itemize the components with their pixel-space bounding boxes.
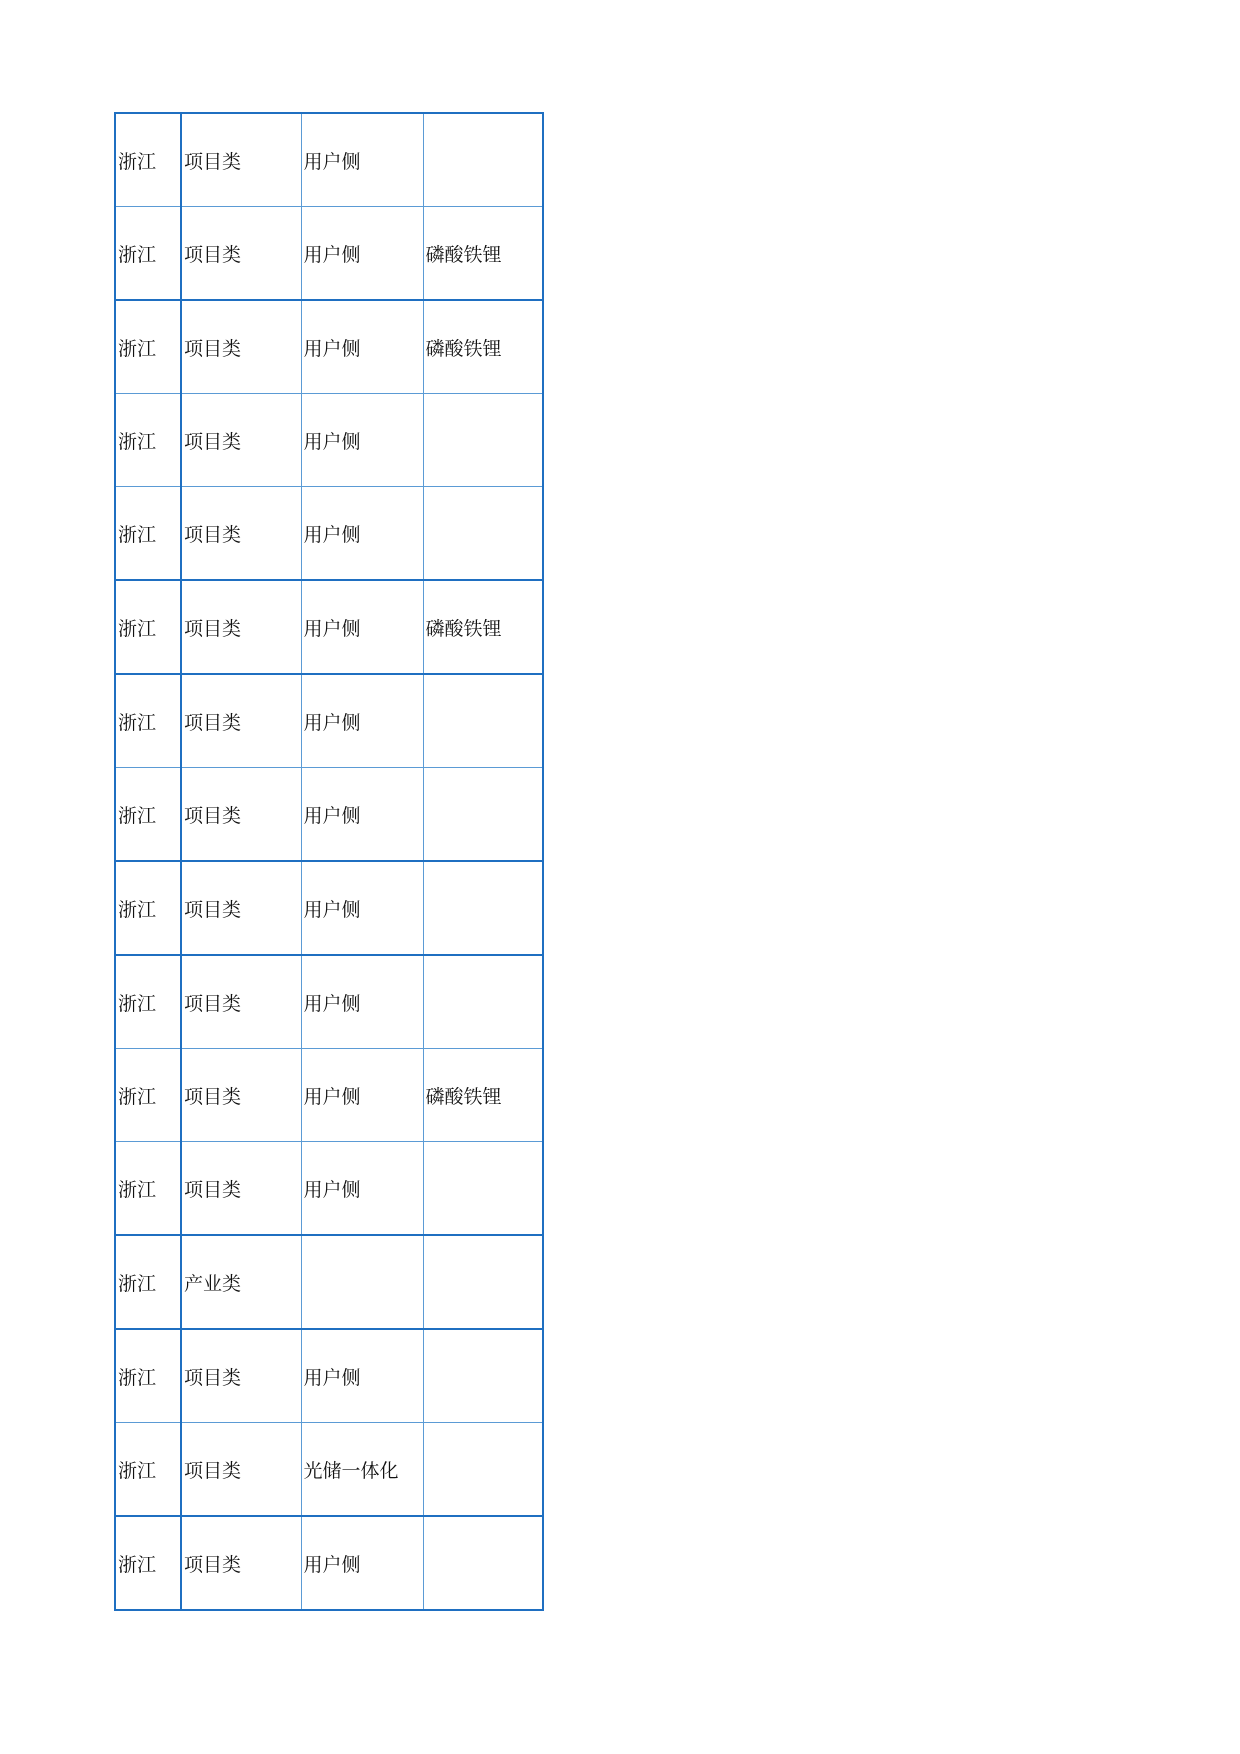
cell-tech[interactable] — [423, 955, 543, 1049]
cell-region[interactable]: 浙江 — [115, 861, 181, 955]
table-row — [115, 1423, 543, 1517]
cell-tech[interactable] — [423, 861, 543, 955]
cell-category[interactable]: 项目类 — [181, 768, 301, 862]
cell-tech[interactable] — [423, 487, 543, 581]
cell-tech[interactable] — [423, 1516, 543, 1610]
cell-tech[interactable] — [423, 1142, 543, 1236]
cell-region[interactable]: 浙江 — [115, 1049, 181, 1142]
cell-category[interactable]: 产业类 — [181, 1235, 301, 1329]
cell-category[interactable]: 项目类 — [181, 1516, 301, 1610]
table-row — [115, 580, 543, 674]
table-body — [115, 113, 543, 1610]
cell-scene[interactable] — [301, 1235, 423, 1329]
cell-region[interactable]: 浙江 — [115, 1329, 181, 1423]
cell-region[interactable]: 浙江 — [115, 768, 181, 862]
cell-scene[interactable]: 用户侧 — [301, 861, 423, 955]
cell-region[interactable]: 浙江 — [115, 1235, 181, 1329]
cell-scene[interactable]: 用户侧 — [301, 487, 423, 581]
table-row — [115, 674, 543, 768]
cell-tech[interactable] — [423, 768, 543, 862]
cell-category[interactable]: 项目类 — [181, 1329, 301, 1423]
cell-category[interactable]: 项目类 — [181, 580, 301, 674]
table-row — [115, 768, 543, 862]
cell-scene[interactable]: 用户侧 — [301, 768, 423, 862]
table-row — [115, 1235, 543, 1329]
cell-category[interactable]: 项目类 — [181, 1142, 301, 1236]
cell-scene[interactable]: 用户侧 — [301, 394, 423, 487]
cell-category[interactable]: 项目类 — [181, 487, 301, 581]
cell-category[interactable]: 项目类 — [181, 113, 301, 207]
cell-category[interactable]: 项目类 — [181, 207, 301, 301]
cell-tech[interactable] — [423, 1235, 543, 1329]
cell-region[interactable]: 浙江 — [115, 300, 181, 394]
table-row — [115, 955, 543, 1049]
table-row — [115, 300, 543, 394]
cell-category[interactable]: 项目类 — [181, 1423, 301, 1517]
table-row — [115, 394, 543, 487]
table-row — [115, 487, 543, 581]
table-row — [115, 1142, 543, 1236]
cell-category[interactable]: 项目类 — [181, 394, 301, 487]
spreadsheet-table — [114, 112, 544, 1611]
cell-region[interactable]: 浙江 — [115, 113, 181, 207]
cell-region[interactable]: 浙江 — [115, 580, 181, 674]
cell-scene[interactable]: 用户侧 — [301, 1516, 423, 1610]
cell-scene[interactable]: 光储一体化 — [301, 1423, 423, 1517]
cell-scene[interactable]: 用户侧 — [301, 1142, 423, 1236]
cell-tech[interactable] — [423, 1329, 543, 1423]
cell-tech[interactable]: 磷酸铁锂 — [423, 300, 543, 394]
table-row — [115, 207, 543, 301]
cell-tech[interactable] — [423, 394, 543, 487]
cell-region[interactable]: 浙江 — [115, 207, 181, 301]
cell-scene[interactable]: 用户侧 — [301, 674, 423, 768]
cell-scene[interactable]: 用户侧 — [301, 955, 423, 1049]
cell-category[interactable]: 项目类 — [181, 1049, 301, 1142]
table-row — [115, 1049, 543, 1142]
cell-category[interactable]: 项目类 — [181, 861, 301, 955]
cell-scene[interactable]: 用户侧 — [301, 580, 423, 674]
cell-scene[interactable]: 用户侧 — [301, 1049, 423, 1142]
table-row — [115, 1516, 543, 1610]
cell-tech[interactable]: 磷酸铁锂 — [423, 207, 543, 301]
table-row — [115, 113, 543, 207]
table-row — [115, 1329, 543, 1423]
cell-tech[interactable] — [423, 113, 543, 207]
cell-scene[interactable]: 用户侧 — [301, 207, 423, 301]
cell-scene[interactable]: 用户侧 — [301, 113, 423, 207]
cell-region[interactable]: 浙江 — [115, 1423, 181, 1517]
cell-tech[interactable]: 磷酸铁锂 — [423, 1049, 543, 1142]
cell-region[interactable]: 浙江 — [115, 955, 181, 1049]
cell-region[interactable]: 浙江 — [115, 674, 181, 768]
cell-tech[interactable]: 磷酸铁锂 — [423, 580, 543, 674]
cell-tech[interactable] — [423, 674, 543, 768]
cell-scene[interactable]: 用户侧 — [301, 1329, 423, 1423]
cell-region[interactable]: 浙江 — [115, 1142, 181, 1236]
cell-region[interactable]: 浙江 — [115, 394, 181, 487]
cell-region[interactable]: 浙江 — [115, 487, 181, 581]
cell-region[interactable]: 浙江 — [115, 1516, 181, 1610]
cell-scene[interactable]: 用户侧 — [301, 300, 423, 394]
table-row — [115, 861, 543, 955]
cell-category[interactable]: 项目类 — [181, 955, 301, 1049]
cell-tech[interactable] — [423, 1423, 543, 1517]
cell-category[interactable]: 项目类 — [181, 674, 301, 768]
cell-category[interactable]: 项目类 — [181, 300, 301, 394]
